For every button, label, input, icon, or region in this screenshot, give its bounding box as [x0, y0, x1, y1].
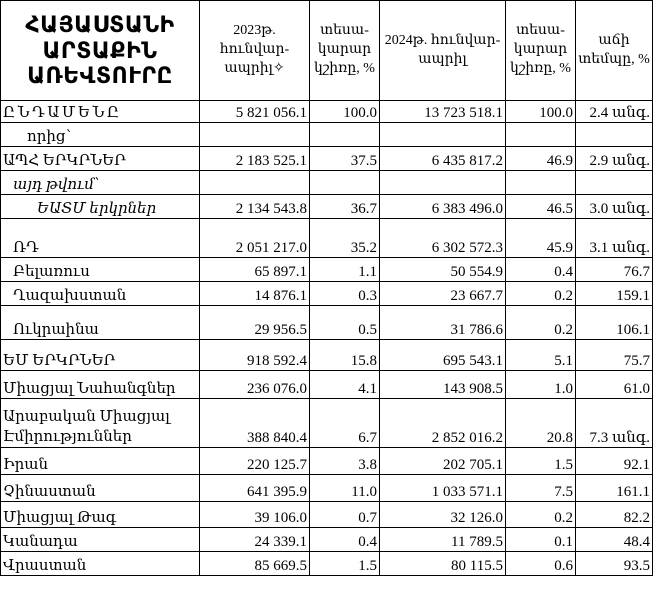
share-2023: 11.0	[310, 475, 380, 502]
value-2023: 388 840.4	[200, 399, 310, 448]
table-row	[1, 528, 653, 552]
row-label: ԵԱՏՄ երկրներ	[1, 195, 200, 219]
growth-rate: 161.1	[576, 475, 653, 502]
value-2023: 2 134 543.8	[200, 195, 310, 219]
table-row	[1, 306, 653, 340]
row-label: Վրաստան	[1, 552, 200, 576]
share-2023: 37.5	[310, 147, 380, 171]
value-2024: 6 435 817.2	[380, 147, 506, 171]
share-2024: 0.4	[506, 258, 576, 282]
share-2023: 1.5	[310, 552, 380, 576]
value-2023: 220 125.7	[200, 448, 310, 475]
growth-rate: 48.4	[576, 528, 653, 552]
share-2024: 46.5	[506, 195, 576, 219]
growth-rate: 3.0 անգ.	[576, 195, 653, 219]
value-2023: 24 339.1	[200, 528, 310, 552]
share-2024: 0.6	[506, 552, 576, 576]
table-title: ՀԱՅԱՍՏԱՆԻ ԱՐՏԱՔԻՆ ԱՌԵՎՏՈՒՐԸ	[1, 1, 200, 101]
row-label: Չինաստան	[1, 475, 200, 502]
table-row	[1, 371, 653, 399]
share-2024: 0.2	[506, 306, 576, 340]
row-label: այդ թվում՝	[1, 171, 200, 195]
row-label: Ուկրաինա	[1, 306, 200, 340]
row-label: Արաբական Միացյալ Էմիրություններ	[1, 399, 200, 448]
header-2023-value: 2023թ. հունվար-ապրիլ✧	[200, 1, 310, 101]
share-2023: 4.1	[310, 371, 380, 399]
table-row	[1, 101, 653, 123]
value-2024: 1 033 571.1	[380, 475, 506, 502]
share-2024: 46.9	[506, 147, 576, 171]
value-2023	[200, 171, 310, 195]
row-label: Բելառուս	[1, 258, 200, 282]
growth-rate: 61.0	[576, 371, 653, 399]
header-row	[1, 1, 653, 101]
row-label: որից՝	[1, 123, 200, 147]
value-2023: 85 669.5	[200, 552, 310, 576]
share-2023: 15.8	[310, 340, 380, 371]
value-2023: 65 897.1	[200, 258, 310, 282]
value-2023	[200, 123, 310, 147]
table-row	[1, 123, 653, 147]
table-row	[1, 340, 653, 371]
growth-rate: 93.5	[576, 552, 653, 576]
share-2023: 1.1	[310, 258, 380, 282]
value-2023: 641 395.9	[200, 475, 310, 502]
value-2024: 11 789.5	[380, 528, 506, 552]
share-2023: 6.7	[310, 399, 380, 448]
growth-rate: 76.7	[576, 258, 653, 282]
value-2023: 918 592.4	[200, 340, 310, 371]
value-2024: 50 554.9	[380, 258, 506, 282]
share-2024	[506, 123, 576, 147]
value-2024: 13 723 518.1	[380, 101, 506, 123]
growth-rate: 106.1	[576, 306, 653, 340]
growth-rate: 82.2	[576, 502, 653, 528]
value-2024	[380, 123, 506, 147]
share-2023: 100.0	[310, 101, 380, 123]
table-row	[1, 282, 653, 306]
table-row	[1, 195, 653, 219]
row-label: ԸՆԴԱՄԵՆԸ	[1, 101, 200, 123]
table-row	[1, 448, 653, 475]
table-row	[1, 147, 653, 171]
growth-rate: 2.4 անգ.	[576, 101, 653, 123]
value-2023: 5 821 056.1	[200, 101, 310, 123]
share-2024: 1.0	[506, 371, 576, 399]
share-2024: 7.5	[506, 475, 576, 502]
value-2024: 31 786.6	[380, 306, 506, 340]
value-2024	[380, 171, 506, 195]
share-2024: 0.2	[506, 282, 576, 306]
growth-rate: 159.1	[576, 282, 653, 306]
value-2023: 39 106.0	[200, 502, 310, 528]
value-2024: 23 667.7	[380, 282, 506, 306]
row-label: Կանադա	[1, 528, 200, 552]
share-2023	[310, 171, 380, 195]
share-2023: 0.4	[310, 528, 380, 552]
value-2024: 143 908.5	[380, 371, 506, 399]
value-2024: 80 115.5	[380, 552, 506, 576]
share-2023: 0.5	[310, 306, 380, 340]
share-2023: 0.7	[310, 502, 380, 528]
share-2024: 0.1	[506, 528, 576, 552]
row-label: ԵՄ ԵՐԿՐՆԵՐ	[1, 340, 200, 371]
value-2024: 6 302 572.3	[380, 219, 506, 258]
share-2024: 5.1	[506, 340, 576, 371]
header-2024-value: 2024թ. հունվար-ապրիլ	[380, 1, 506, 101]
value-2023: 14 876.1	[200, 282, 310, 306]
share-2024: 100.0	[506, 101, 576, 123]
table-row	[1, 552, 653, 576]
table-row	[1, 171, 653, 195]
value-2023: 2 183 525.1	[200, 147, 310, 171]
share-2024: 0.2	[506, 502, 576, 528]
table-row	[1, 258, 653, 282]
row-label: ԱՊՀ ԵՐԿՐՆԵՐ	[1, 147, 200, 171]
table-row	[1, 219, 653, 258]
growth-rate	[576, 171, 653, 195]
value-2024: 2 852 016.2	[380, 399, 506, 448]
value-2024: 6 383 496.0	[380, 195, 506, 219]
value-2023: 2 051 217.0	[200, 219, 310, 258]
growth-rate	[576, 123, 653, 147]
share-2023	[310, 123, 380, 147]
share-2023: 3.8	[310, 448, 380, 475]
share-2023: 35.2	[310, 219, 380, 258]
header-2023-share: տեսա-կարար կշիռը, %	[310, 1, 380, 101]
share-2024: 1.5	[506, 448, 576, 475]
table-row	[1, 399, 653, 448]
share-2024: 20.8	[506, 399, 576, 448]
row-label: Միացյալ Թագ	[1, 502, 200, 528]
row-label: Ղազախստան	[1, 282, 200, 306]
table-row	[1, 502, 653, 528]
share-2023: 36.7	[310, 195, 380, 219]
row-label: Միացյալ Նահանգներ	[1, 371, 200, 399]
value-2024: 32 126.0	[380, 502, 506, 528]
growth-rate: 92.1	[576, 448, 653, 475]
share-2023: 0.3	[310, 282, 380, 306]
share-2024: 45.9	[506, 219, 576, 258]
value-2024: 695 543.1	[380, 340, 506, 371]
row-label: Իրան	[1, 448, 200, 475]
growth-rate: 2.9 անգ.	[576, 147, 653, 171]
share-2024	[506, 171, 576, 195]
value-2023: 29 956.5	[200, 306, 310, 340]
growth-rate: 7.3 անգ.	[576, 399, 653, 448]
growth-rate: 3.1 անգ.	[576, 219, 653, 258]
value-2024: 202 705.1	[380, 448, 506, 475]
value-2023: 236 076.0	[200, 371, 310, 399]
row-label: ՌԴ	[1, 219, 200, 258]
growth-rate: 75.7	[576, 340, 653, 371]
table-row	[1, 475, 653, 502]
header-growth: աճի տեմպը, %	[576, 1, 653, 101]
header-2024-share: տեսա-կարար կշիռը, %	[506, 1, 576, 101]
